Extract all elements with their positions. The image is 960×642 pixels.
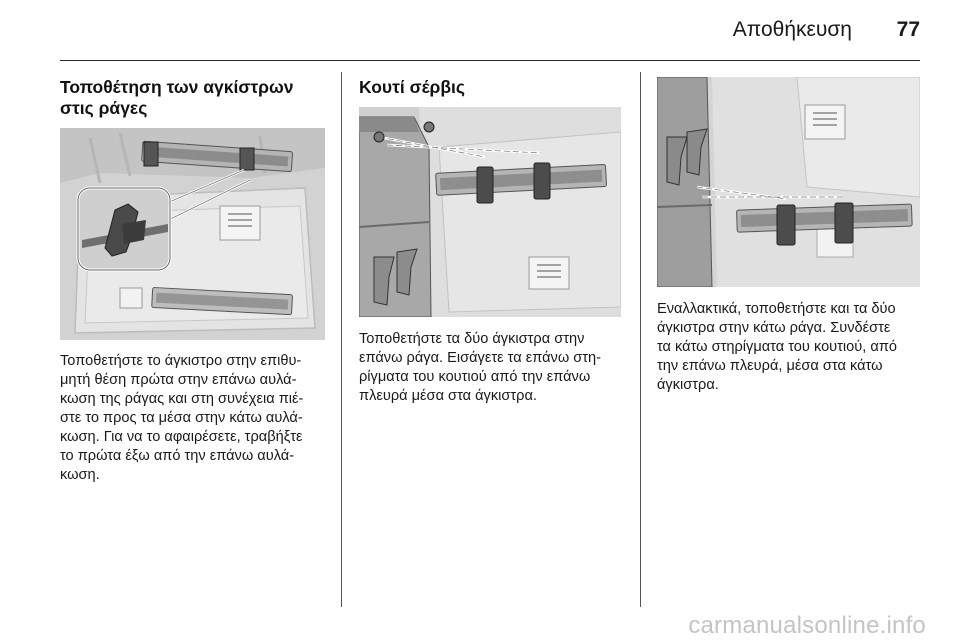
instructions-hooks [60,352,303,485]
body-line: ρίγματα του κουτιού από την επάνω [359,369,591,385]
column-divider-2 [640,72,641,607]
heading-line: Τοποθέτηση των αγκίστρων [60,77,294,97]
section-heading-service-box: Κουτί σέρβις [359,77,465,97]
body-line: άγκιστρα στην κάτω ράγα. Συνδέστε [657,320,891,336]
page-number: 77 [896,18,920,41]
column-divider-1 [341,72,342,607]
body-line: μητή θέση πρώτα στην επάνω αυλά- [60,372,297,388]
page-header-title: Αποθήκευση [732,18,852,41]
section-heading-hooks [60,77,294,119]
hook-rail-illustration [60,128,325,340]
body-line: επάνω ράγα. Εισάγετε τα επάνω στη- [359,350,602,366]
body-line: Εναλλακτικά, τοποθετήστε και τα δύο [657,301,896,317]
heading-line: στις ράγες [60,98,148,118]
body-line: την επάνω πλευρά, μέσα στα κάτω [657,358,883,374]
body-line: τα κάτω στηρίγματα του κουτιού, από [657,339,897,355]
body-line: το πρώτα έξω από την επάνω αυλά- [60,448,295,464]
service-box-lower-rail-illustration [657,77,920,287]
body-line: κωση της ράγας και στη συνέχεια πιέ- [60,391,304,407]
body-line: κωση. [60,467,100,483]
body-line: κωση. Για να το αφαιρέσετε, τραβήξτε [60,429,303,445]
header-divider [60,60,920,61]
body-line: Τοποθετήστε τα δύο άγκιστρα στην [359,331,585,347]
body-line: στε το προς τα μέσα στην κάτω αυλά- [60,410,303,426]
watermark-text: carmanualsonline.info [688,612,926,639]
service-box-upper-rail-illustration [359,107,621,317]
instructions-service-box-lower [657,300,897,395]
body-line: άγκιστρα. [657,377,719,393]
instructions-service-box-upper [359,330,601,406]
body-line: πλευρά μέσα στα άγκιστρα. [359,388,537,404]
body-line: Τοποθετήστε το άγκιστρο στην επιθυ- [60,353,302,369]
